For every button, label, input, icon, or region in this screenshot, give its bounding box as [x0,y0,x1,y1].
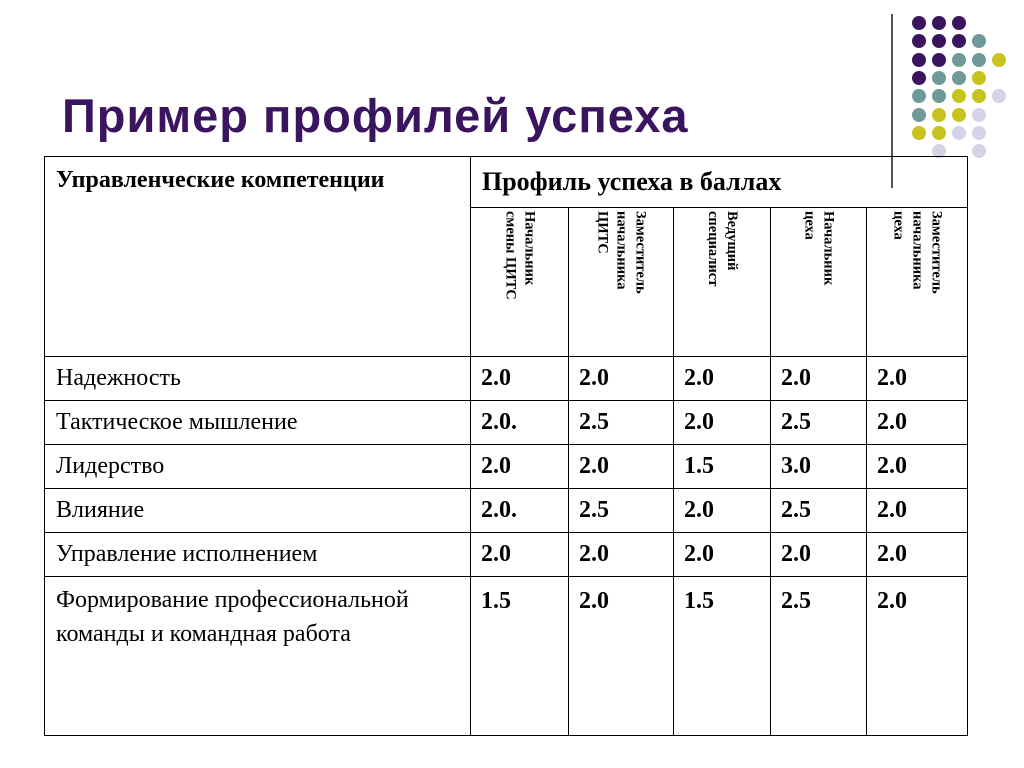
competency-label: Управление исполнением [45,533,471,577]
score-cell: 2.0 [569,445,674,489]
score-cell: 1.5 [674,577,771,736]
decorative-dot [932,126,946,140]
score-cell: 2.0 [569,577,674,736]
score-cell: 2.5 [771,489,867,533]
decorative-dot [952,108,966,122]
decorative-dot [912,89,926,103]
score-cell: 3.0 [771,445,867,489]
score-cell: 2.0 [569,357,674,401]
success-profile-table [44,156,968,736]
decorative-dot [952,34,966,48]
decorative-dot [952,53,966,67]
role-header [867,208,968,357]
table-row [45,445,968,489]
table-row [45,533,968,577]
score-cell: 2.5 [569,401,674,445]
score-cell: 2.0 [867,577,968,736]
decorative-dot [932,53,946,67]
table-row [45,577,968,736]
competency-label: Влияние [45,489,471,533]
decorative-dot [932,16,946,30]
decorative-dot-grid [900,12,1024,172]
role-header-label: Заместитель начальника цеха [890,211,945,294]
score-cell: 2.0 [867,489,968,533]
table-row [45,489,968,533]
score-cell: 2.0 [471,533,569,577]
role-header-label: Ведущий специалист [705,211,740,287]
decorative-dot [952,89,966,103]
role-header [674,208,771,357]
decorative-dot [912,108,926,122]
decorative-dot [912,16,926,30]
score-cell: 2.0 [471,357,569,401]
score-cell: 2.0 [674,533,771,577]
score-cell: 1.5 [674,445,771,489]
score-cell: 2.0 [674,401,771,445]
score-cell: 2.0 [771,533,867,577]
slide-title: Пример профилей успеха [62,89,689,142]
decorative-dot [972,71,986,85]
score-cell: 2.0 [867,533,968,577]
decorative-dot [992,53,1006,67]
decorative-dot [912,71,926,85]
score-cell: 2.0. [471,489,569,533]
decorative-dot [952,126,966,140]
table-row [45,357,968,401]
decorative-dot [952,16,966,30]
decorative-dot [912,126,926,140]
score-cell: 2.0 [867,445,968,489]
decorative-dot [972,108,986,122]
profile-column-header: Профиль успеха в баллах [471,157,968,208]
decorative-dot [952,71,966,85]
decorative-dot [972,89,986,103]
decorative-dot [972,144,986,158]
score-cell: 2.5 [771,577,867,736]
decorative-dot [992,89,1006,103]
score-cell: 2.5 [771,401,867,445]
score-cell: 2.5 [569,489,674,533]
competency-label: Формирование профессиональной команды и командная работа [45,577,471,736]
score-cell: 2.0 [674,357,771,401]
decorative-dot [932,89,946,103]
score-cell: 2.0 [569,533,674,577]
competency-label: Лидерство [45,445,471,489]
score-cell: 1.5 [471,577,569,736]
role-header-label: Заместитель начальника ЦИТС [594,211,649,294]
table-header-row [45,157,968,208]
competency-label: Тактическое мышление [45,401,471,445]
table-row [45,401,968,445]
score-cell: 2.0. [471,401,569,445]
score-cell: 2.0 [867,401,968,445]
decorative-dot [932,34,946,48]
role-header [471,208,569,357]
role-header-label: Начальник смены ЦИТС [502,211,538,300]
competency-label: Надежность [45,357,471,401]
decorative-dot [972,34,986,48]
role-header [569,208,674,357]
competency-column-header: Управленческие компетенции [45,157,471,357]
decorative-dot [932,71,946,85]
score-cell: 2.0 [674,489,771,533]
decorative-dot [972,53,986,67]
score-cell: 2.0 [471,445,569,489]
score-cell: 2.0 [771,357,867,401]
decorative-dot [912,53,926,67]
role-header [771,208,867,357]
decorative-dot [912,34,926,48]
decorative-dot [932,108,946,122]
decorative-dot [972,126,986,140]
score-cell: 2.0 [867,357,968,401]
role-header-label: Начальник цеха [801,211,837,286]
